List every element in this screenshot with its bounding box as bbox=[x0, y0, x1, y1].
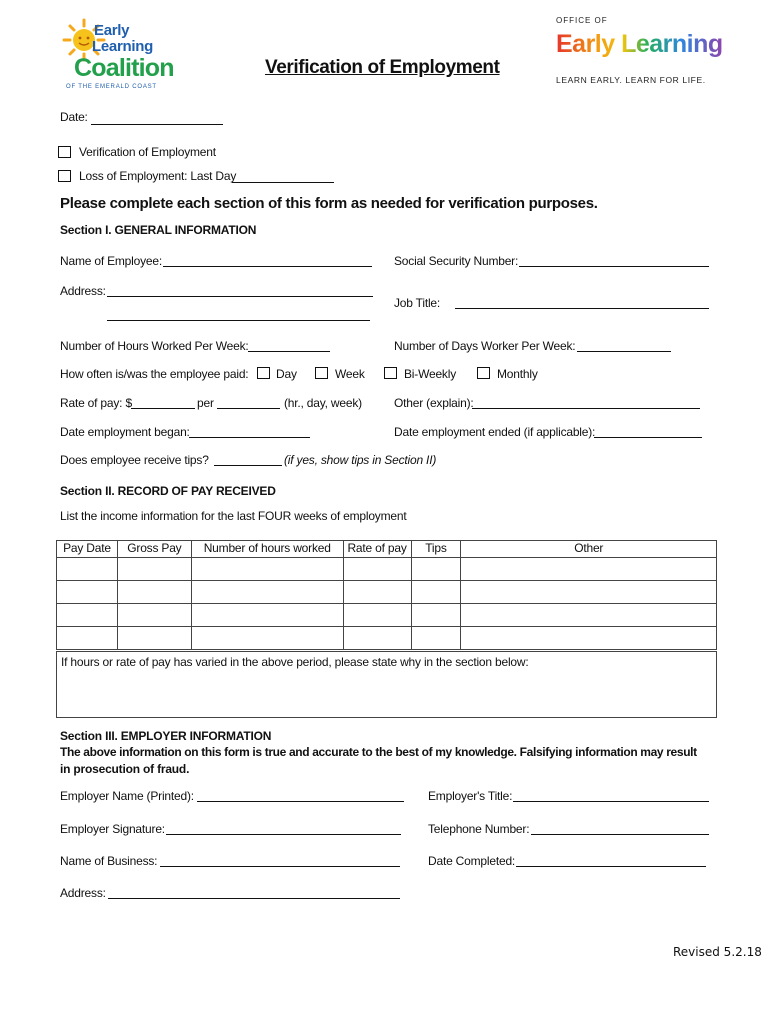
table-cell[interactable] bbox=[343, 558, 411, 581]
signature-field[interactable] bbox=[166, 834, 401, 835]
address-label: Address: bbox=[60, 284, 106, 298]
days-week-field[interactable] bbox=[577, 351, 671, 352]
tips-note: (if yes, show tips in Section II) bbox=[284, 453, 437, 467]
page-title: Verification of Employment bbox=[265, 57, 500, 78]
job-title-field[interactable] bbox=[455, 308, 709, 309]
logo-line-emerald: OF THE EMERALD COAST bbox=[66, 84, 157, 90]
col-tips: Tips bbox=[411, 541, 461, 558]
days-week-label: Number of Days Worker Per Week: bbox=[394, 339, 576, 353]
day-label: Day bbox=[276, 367, 297, 381]
employer-name-label: Employer Name (Printed): bbox=[60, 789, 194, 803]
monthly-checkbox[interactable] bbox=[477, 367, 490, 379]
week-checkbox[interactable] bbox=[315, 367, 328, 379]
table-cell[interactable] bbox=[57, 604, 118, 627]
table-cell[interactable] bbox=[411, 558, 461, 581]
table-header-row bbox=[57, 541, 717, 558]
section2-intro: List the income information for the last FOUR weeks of employment bbox=[60, 509, 407, 523]
table-row bbox=[57, 627, 717, 650]
rate-label: Rate of pay: $ bbox=[60, 396, 132, 410]
employer-address-field[interactable] bbox=[108, 898, 400, 899]
how-often-label: How often is/was the employee paid: bbox=[60, 367, 249, 381]
variance-explanation-box[interactable] bbox=[56, 651, 717, 718]
tagline-text: LEARN EARLY. LEARN FOR LIFE. bbox=[556, 75, 706, 85]
table-cell[interactable] bbox=[343, 627, 411, 650]
ssn-label: Social Security Number: bbox=[394, 254, 519, 268]
table-cell[interactable] bbox=[343, 604, 411, 627]
tips-question-label: Does employee receive tips? bbox=[60, 453, 209, 467]
table-cell[interactable] bbox=[117, 558, 191, 581]
employee-name-label: Name of Employee: bbox=[60, 254, 162, 268]
rate-amount-field[interactable] bbox=[131, 408, 195, 409]
col-other: Other bbox=[461, 541, 717, 558]
date-ended-label: Date employment ended (if applicable): bbox=[394, 425, 596, 439]
table-row bbox=[57, 558, 717, 581]
telephone-field[interactable] bbox=[531, 834, 709, 835]
table-cell[interactable] bbox=[411, 581, 461, 604]
table-cell[interactable] bbox=[461, 604, 717, 627]
employer-title-field[interactable] bbox=[513, 801, 709, 802]
units-label: (hr., day, week) bbox=[284, 396, 362, 410]
table-cell[interactable] bbox=[461, 581, 717, 604]
address-field-2[interactable] bbox=[107, 320, 370, 321]
table-cell[interactable] bbox=[57, 581, 118, 604]
date-ended-field[interactable] bbox=[594, 437, 702, 438]
table-row bbox=[57, 604, 717, 627]
table-cell[interactable] bbox=[191, 604, 343, 627]
table-cell[interactable] bbox=[191, 627, 343, 650]
variance-note: If hours or rate of pay has varied in the above period, please state why in the section below: bbox=[61, 655, 529, 669]
other-explain-field[interactable] bbox=[472, 408, 700, 409]
date-field[interactable] bbox=[91, 124, 223, 125]
statement-line-2: in prosecution of fraud. bbox=[60, 762, 190, 776]
per-label: per bbox=[197, 396, 214, 410]
date-completed-field[interactable] bbox=[516, 866, 706, 867]
early-learning-text: Early Learning bbox=[556, 30, 723, 58]
ssn-field[interactable] bbox=[519, 266, 709, 267]
office-of-text: OFFICE OF bbox=[556, 16, 608, 25]
employer-address-label: Address: bbox=[60, 886, 106, 900]
table-cell[interactable] bbox=[191, 581, 343, 604]
table-cell[interactable] bbox=[461, 558, 717, 581]
table-cell[interactable] bbox=[191, 558, 343, 581]
table-cell[interactable] bbox=[411, 604, 461, 627]
col-hours-worked: Number of hours worked bbox=[191, 541, 343, 558]
biweekly-label: Bi-Weekly bbox=[404, 367, 456, 381]
hours-week-field[interactable] bbox=[248, 351, 330, 352]
instruction-text: Please complete each section of this form as needed for verification purposes. bbox=[60, 195, 598, 212]
table-cell[interactable] bbox=[411, 627, 461, 650]
pay-record-table bbox=[56, 540, 717, 650]
section3-heading: Section III. EMPLOYER INFORMATION bbox=[60, 729, 272, 743]
verification-checkbox[interactable] bbox=[58, 146, 71, 158]
coalition-logo bbox=[62, 16, 182, 96]
hours-week-label: Number of Hours Worked Per Week: bbox=[60, 339, 249, 353]
day-checkbox[interactable] bbox=[257, 367, 270, 379]
logo-line-learning: Learning bbox=[92, 38, 153, 55]
loss-label: Loss of Employment: Last Day bbox=[79, 169, 237, 183]
col-rate-of-pay: Rate of pay bbox=[343, 541, 411, 558]
revision-label: Revised 5.2.18 bbox=[673, 945, 762, 959]
biweekly-checkbox[interactable] bbox=[384, 367, 397, 379]
col-gross-pay: Gross Pay bbox=[117, 541, 191, 558]
employee-name-field[interactable] bbox=[163, 266, 372, 267]
week-label: Week bbox=[335, 367, 365, 381]
address-field-1[interactable] bbox=[107, 296, 373, 297]
table-cell[interactable] bbox=[117, 627, 191, 650]
employer-title-label: Employer's Title: bbox=[428, 789, 513, 803]
date-label: Date: bbox=[60, 110, 88, 124]
monthly-label: Monthly bbox=[497, 367, 538, 381]
section1-heading: Section I. GENERAL INFORMATION bbox=[60, 223, 257, 237]
rate-per-field[interactable] bbox=[217, 408, 280, 409]
col-pay-date: Pay Date bbox=[57, 541, 118, 558]
table-row bbox=[57, 581, 717, 604]
table-cell[interactable] bbox=[343, 581, 411, 604]
verification-label: Verification of Employment bbox=[79, 145, 216, 159]
table-cell[interactable] bbox=[117, 581, 191, 604]
table-cell[interactable] bbox=[57, 558, 118, 581]
telephone-label: Telephone Number: bbox=[428, 822, 530, 836]
table-cell[interactable] bbox=[57, 627, 118, 650]
office-logo bbox=[556, 16, 726, 86]
last-day-field[interactable] bbox=[232, 182, 334, 183]
job-title-label: Job Title: bbox=[394, 296, 441, 310]
tips-field[interactable] bbox=[214, 465, 282, 466]
business-name-field[interactable] bbox=[160, 866, 400, 867]
table-cell[interactable] bbox=[117, 604, 191, 627]
table-cell[interactable] bbox=[461, 627, 717, 650]
statement-line-1: The above information on this form is true and accurate to the best of my knowledge. Falsifying information may result bbox=[60, 745, 697, 759]
signature-label: Employer Signature: bbox=[60, 822, 165, 836]
section2-heading: Section II. RECORD OF PAY RECEIVED bbox=[60, 484, 276, 498]
logo-line-coalition: Coalition bbox=[74, 54, 174, 82]
loss-checkbox[interactable] bbox=[58, 170, 71, 182]
date-began-field[interactable] bbox=[189, 437, 310, 438]
other-explain-label: Other (explain): bbox=[394, 396, 474, 410]
employer-name-field[interactable] bbox=[197, 801, 404, 802]
logo-line-early: Early bbox=[94, 22, 130, 39]
date-began-label: Date employment began: bbox=[60, 425, 190, 439]
business-name-label: Name of Business: bbox=[60, 854, 158, 868]
date-completed-label: Date Completed: bbox=[428, 854, 516, 868]
